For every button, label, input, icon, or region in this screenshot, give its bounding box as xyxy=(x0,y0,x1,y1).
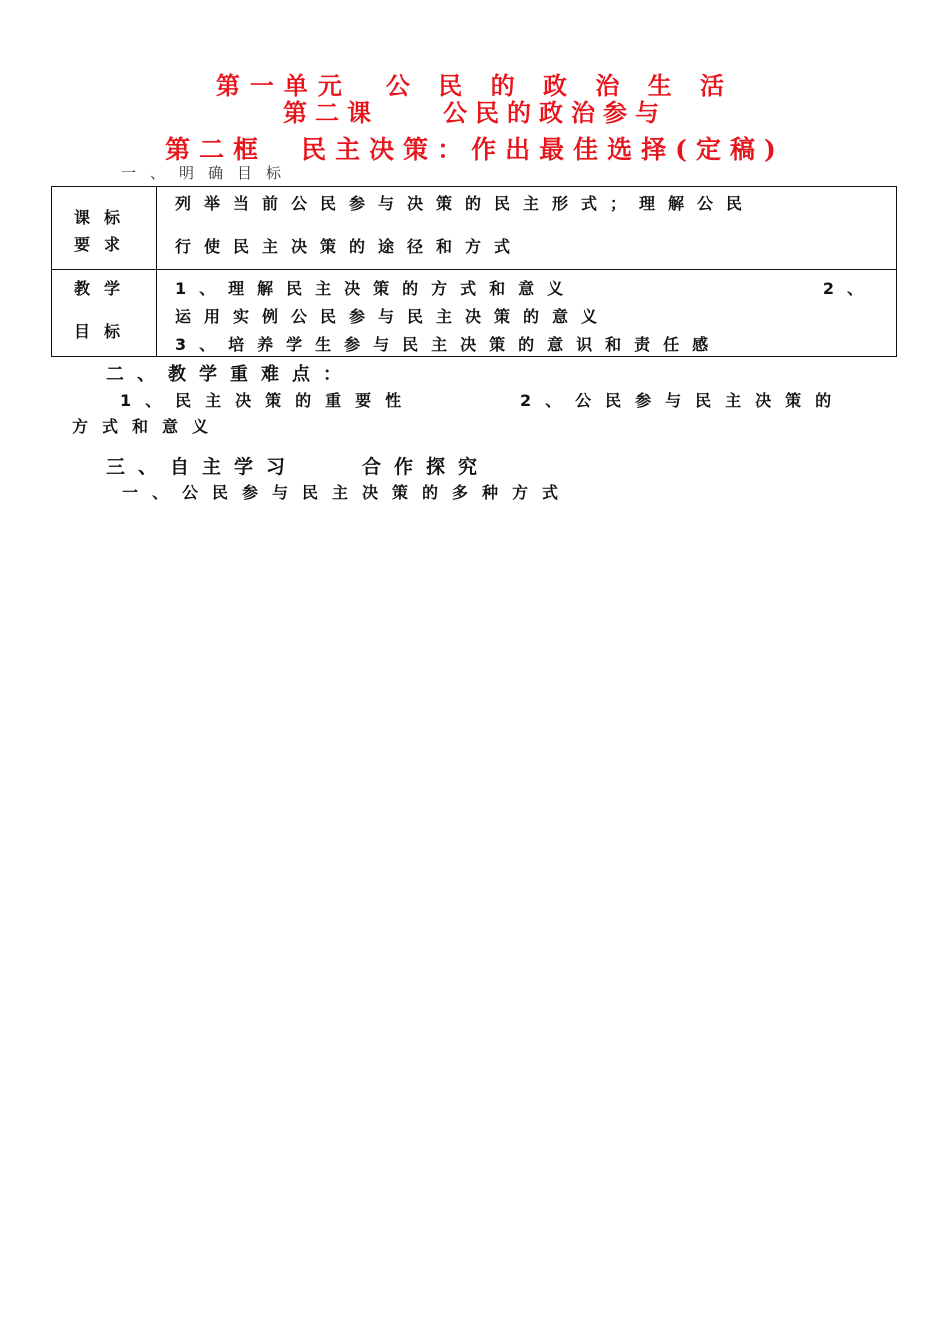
section-1-heading: 一、明确目标 xyxy=(121,164,296,182)
curriculum-label-cell xyxy=(52,187,157,270)
key-point-2: 2、公民参与民主决策的 xyxy=(520,391,846,410)
key-point-1: 1、民主决策的重要性 xyxy=(120,391,416,410)
frame-title: 第二框 民主决策：作出最佳选择(定稿) xyxy=(165,135,785,164)
goal-item-2: 运用实例公民参与民主决策的意义 xyxy=(175,307,611,326)
teaching-goals-label-cell xyxy=(52,270,157,357)
goal-item-1: 1、理解民主决策的方式和意义 xyxy=(175,279,577,298)
key-point-2-continued: 方式和意义 xyxy=(72,417,223,436)
curriculum-label-a: 课标 xyxy=(73,208,134,227)
curriculum-line-2: 行使民主决策的途径和方式 xyxy=(175,237,524,256)
teaching-label-b: 目标 xyxy=(73,322,134,341)
unit-title: 第一单元 公 民 的 政 治 生 活 xyxy=(215,71,735,100)
section-3-heading: 三、自主学习 合作探究 xyxy=(106,456,491,478)
goals-table xyxy=(51,186,897,357)
lesson-title: 第二课 公民的政治参与 xyxy=(283,98,667,127)
section-3-subheading: 一、公民参与民主决策的多种方式 xyxy=(122,483,573,502)
section-2-heading: 二、教学重难点： xyxy=(106,364,354,385)
teaching-goals-content-cell xyxy=(157,270,897,357)
goal-item-2-number: 2、 xyxy=(822,279,876,298)
curriculum-content-cell xyxy=(157,187,897,270)
curriculum-line-1: 列举当前公民参与决策的民主形式；理解公民 xyxy=(175,194,756,213)
teaching-label-a: 教学 xyxy=(73,279,134,298)
curriculum-label-b: 要求 xyxy=(73,235,134,254)
goal-item-3: 3、培养学生参与民主决策的意识和责任感 xyxy=(175,335,722,354)
table-row xyxy=(52,187,897,270)
table-row xyxy=(52,270,897,357)
